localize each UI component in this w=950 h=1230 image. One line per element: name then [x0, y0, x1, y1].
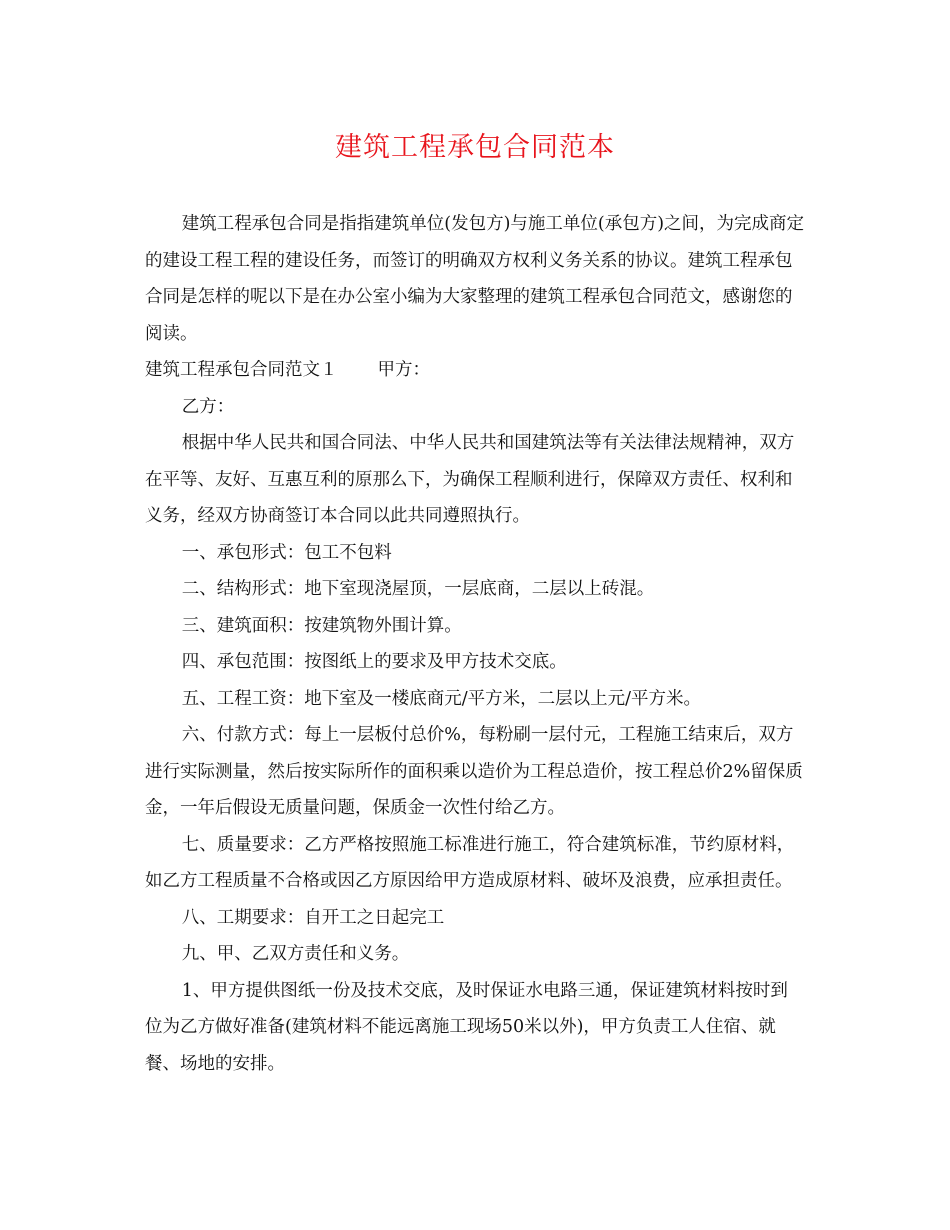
document-title: 建筑工程承包合同范本	[335, 132, 615, 163]
clause-8: 八、工期要求：自开工之日起完工	[181, 907, 445, 928]
party-a-label: 甲方：	[377, 360, 430, 380]
document-body	[145, 206, 805, 1082]
clause-6: 六、付款方式：每上一层板付总价%，每粉刷一层付元，工程施工结束后，双方进行实际测量，然后按实际所作的面积乘以造价为工程总造价，按工程总价2%留保质金，一年后假设无质量问题，保质金一次性付给乙方。	[145, 725, 803, 818]
intro-paragraph: 建筑工程承包合同是指指建筑单位(发包方)与施工单位(承包方)之间，为完成商定的建设工程工程的建设任务，而签订的明确双方权利义务关系的协议。建筑工程承包合同是怎样的呢以下是在办公室小编为大家整理的建筑工程承包合同范文，感谢您的阅读。	[145, 214, 805, 344]
clause-1: 一、承包形式：包工不包料	[181, 542, 392, 563]
clause-3: 三、建筑面积：按建筑物外围计算。	[181, 615, 462, 636]
section-heading: 建筑工程承包合同范文１	[145, 360, 338, 380]
section-heading-line	[145, 352, 805, 389]
party-b-label: 乙方：	[181, 396, 235, 417]
clause-5: 五、工程工资：地下室及一楼底商元/平方米，二层以上元/平方米。	[181, 688, 702, 709]
clause-2: 二、结构形式：地下室现浇屋顶，一层底商，二层以上砖混。	[181, 579, 655, 599]
clause-7: 七、质量要求：乙方严格按照施工标准进行施工，符合建筑标准，节约原材料，如乙方工程质量不合格或因乙方原因给甲方造成原材料、破坏及浪费，应承担责任。	[145, 834, 795, 891]
clause-9-1: 1、甲方提供图纸一份及技术交底，及时保证水电路三通，保证建筑材料按时到位为乙方做好准备(建筑材料不能远离施工现场50米以外)，甲方负责工人住宿、就餐、场地的安排。	[145, 980, 788, 1074]
clause-4: 四、承包范围：按图纸上的要求及甲方技术交底。	[181, 652, 567, 672]
preamble-paragraph: 根据中华人民共和国合同法、中华人民共和国建筑法等有关法律法规精神，双方在平等、友好、互惠互利的原那么下，为确保工程顺利进行，保障双方责任、权利和义务，经双方协商签订本合同以此共同遵照执行。	[145, 433, 795, 526]
clause-9: 九、甲、乙双方责任和义务。	[181, 944, 410, 964]
